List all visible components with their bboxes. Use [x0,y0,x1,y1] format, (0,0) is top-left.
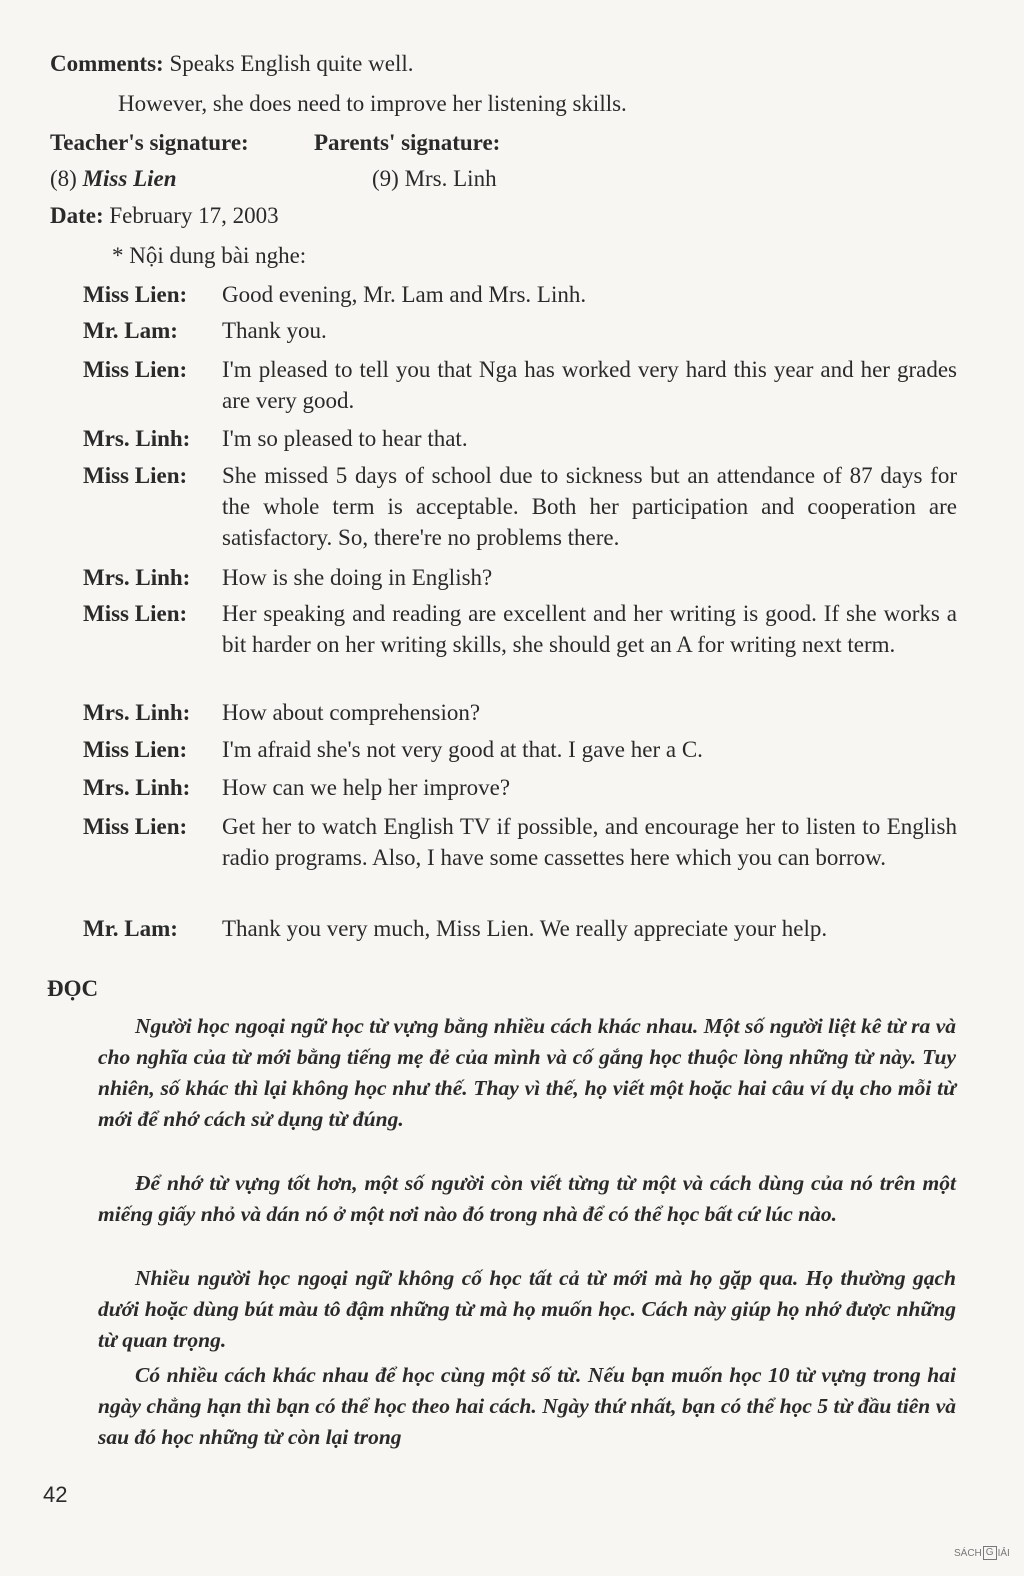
teacher-signature-number: (8) [50,166,77,191]
teacher-signature-label: Teacher's signature: [50,130,249,155]
dialogue-speaker: Miss Lien: [83,357,188,382]
dialogue-text: How can we help her improve? [222,775,511,800]
reading-paragraph: Có nhiều cách khác nhau để học cùng một số từ. Nếu bạn muốn học 10 từ vựng trong hai ngày chẳng hạn thì bạn có thể học theo hai cách. Ngày thứ nhất, bạn có thể học 5 từ đầu tiên và sau đó học những từ còn lại trong [98,1363,956,1449]
reading-paragraph: Để nhớ từ vựng tốt hơn, một số người còn viết từng từ một và cách dùng của nó trên một miếng giấy nhỏ và dán nó ở một nơi nào đó trong nhà để có thể học bất cứ lúc nào. [98,1171,956,1226]
dialogue-text: Thank you very much, Miss Lien. We really appreciate your help. [222,916,828,941]
teacher-signature-name: Miss Lien [82,166,177,191]
comments-line [50,48,413,79]
reading-heading: ĐỌC [47,976,99,1001]
dialogue-text: Her speaking and reading are excellent and her writing is good. If she works a bit harder on her writing skills, she should get an A for writing next term. [222,601,957,657]
dialogue-speaker: Miss Lien: [83,463,188,488]
date-label: Date: [50,203,104,228]
parents-signature-label: Parents' signature: [314,130,501,155]
dialogue-text: I'm afraid she's not very good at that. I gave her a C. [222,737,703,762]
comments-label: Comments: [50,51,164,76]
reading-paragraph: Người học ngoại ngữ học từ vựng bằng nhiều cách khác nhau. Một số người liệt kê từ ra và cho nghĩa của từ mới bằng tiếng mẹ đẻ của mình và cố gắng học thuộc lòng những từ này. Tuy nhiên, số khác thì lại không học như thế. Thay vì thế, họ viết một hoặc hai câu ví dụ cho mỗi từ mới để nhớ cách sử dụng từ đúng. [98,1014,956,1131]
page-number: 42 [43,1482,68,1507]
transcript-heading: * Nội dung bài nghe: [112,243,307,268]
comments-text: Speaks English quite well. [169,51,414,76]
reading-paragraph: Nhiều người học ngoại ngữ không cố học tất cả từ mới mà họ gặp qua. Họ thường gạch dưới hoặc dùng bút màu tô đậm những từ mà họ muốn học. Cách này giúp họ nhớ được những từ quan trọng. [98,1266,956,1352]
comments-continuation: However, she does need to improve her listening skills. [118,91,627,116]
watermark-logo [954,1546,1010,1560]
watermark-g-icon: G [983,1546,997,1560]
dialogue-speaker: Miss Lien: [83,737,188,762]
watermark-text-left: SÁCH [954,1547,982,1559]
dialogue-text: Get her to watch English TV if possible, and encourage her to listen to English radio programs. Also, I have some cassettes here which you can borrow. [222,814,957,870]
watermark-text-right: IẢI [997,1547,1010,1559]
dialogue-text: She missed 5 days of school due to sickness but an attendance of 87 days for the whole term is acceptable. Both her participation and cooperation are satisfactory. So, there're no problems there. [222,463,957,550]
dialogue-speaker: Mrs. Linh: [83,565,191,590]
dialogue-speaker: Miss Lien: [83,282,188,307]
dialogue-speaker: Mrs. Linh: [83,700,191,725]
dialogue-speaker: Miss Lien: [83,814,188,839]
teacher-signature [50,163,177,194]
dialogue-text: I'm pleased to tell you that Nga has worked very hard this year and her grades are very good. [222,357,957,413]
dialogue-speaker: Miss Lien: [83,601,188,626]
dialogue-text: I'm so pleased to hear that. [222,426,468,451]
dialogue-text: Thank you. [222,318,327,343]
date-value: February 17, 2003 [109,203,279,228]
dialogue-speaker: Mr. Lam: [83,318,178,343]
date-line [50,200,279,231]
dialogue-text: How about comprehension? [222,700,481,725]
dialogue-speaker: Mrs. Linh: [83,426,191,451]
dialogue-speaker: Mr. Lam: [83,916,178,941]
parent-signature: (9) Mrs. Linh [372,166,497,191]
dialogue-text: Good evening, Mr. Lam and Mrs. Linh. [222,282,587,307]
dialogue-text: How is she doing in English? [222,565,493,590]
dialogue-speaker: Mrs. Linh: [83,775,191,800]
